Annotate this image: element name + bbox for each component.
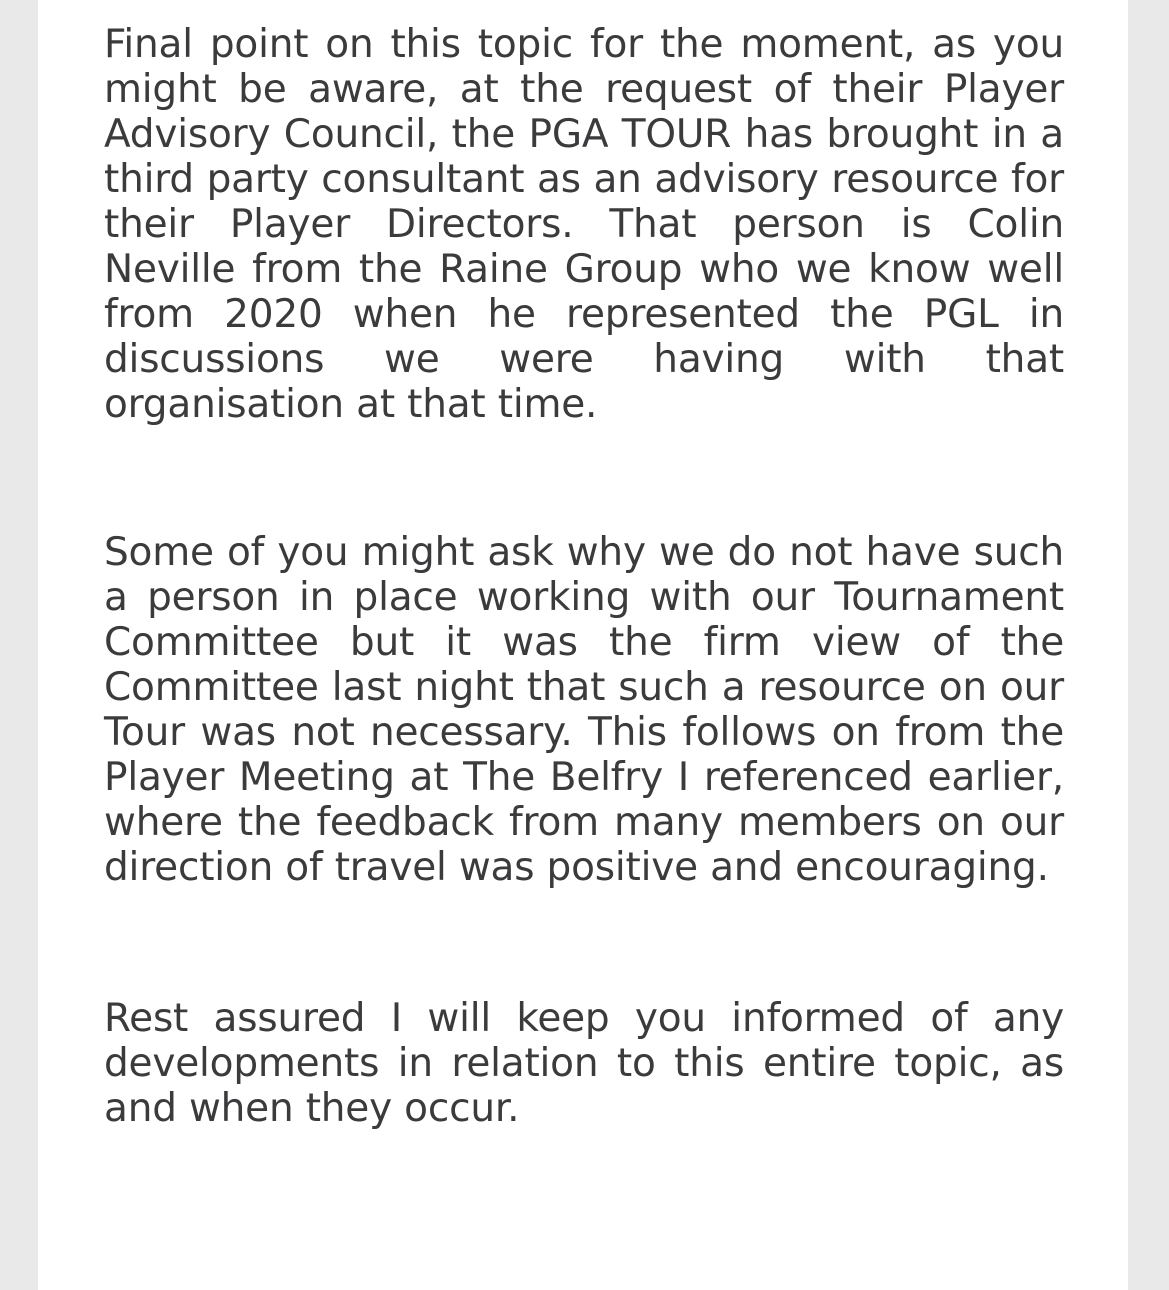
paragraph-2: Some of you might ask why we do not have such a person in place working with our Tournament Committee but it was the firm view of the Committee last night that such a resource on our Tour was not necessary. This follows on from the Player Meeting at The Belfry I referenced earlier, where the feedback from many members on our direction of travel was positive and encouraging. [104,530,1064,890]
document-sheet [38,0,1128,1290]
paragraph-1: Final point on this topic for the moment, as you might be aware, at the request of their Player Advisory Council, the PGA TOUR has brought in a third party consultant as an advisory resource for their Player Directors. That person is Colin Neville from the Raine Group who we know well from 2020 when he represented the PGL in discussions we were having with that organisation at that time. [104,22,1064,427]
paragraph-3: Rest assured I will keep you informed of any developments in relation to this entire topic, as and when they occur. [104,996,1064,1131]
document-text-body [104,22,1064,1131]
right-gutter [1128,0,1169,1290]
left-gutter [0,0,38,1290]
